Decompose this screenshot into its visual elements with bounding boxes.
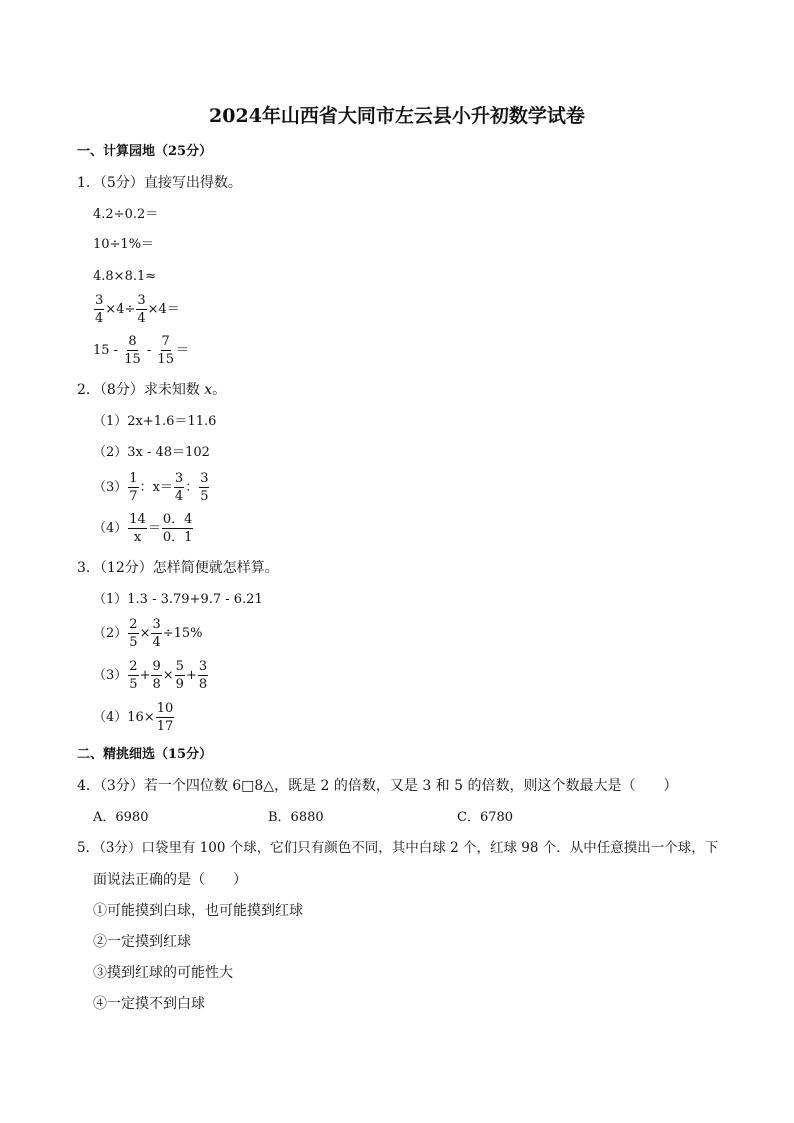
question-4-stem: 4．（3分）若一个四位数 6□8△，既是 2 的倍数，又是 3 和 5 的倍数，则这个数最大是（ ） (77, 778, 678, 794)
q3-part-1: （1）1.3 - 3.79+9.7 - 6.21 (93, 592, 263, 607)
q2-part-3: （3） $\frac{1}{7}$ ：x＝ $\frac{3}{4}$ ： $\frac{3}{5}$ (93, 471, 209, 504)
q1-expr-1: 4.2÷0.2＝ (93, 207, 159, 222)
question-3-stem: 3．（12分）怎样简便就怎样算。 (77, 560, 279, 576)
q4-option-c: C．6780 (457, 810, 514, 825)
fraction: $\frac{7}{15}$ (157, 334, 174, 367)
q5-option-2: ②一定摸到红球 (93, 934, 191, 950)
fraction: $\frac{3}{4}$ (137, 293, 146, 326)
fraction: $\frac{14}{x}$ (129, 512, 146, 545)
operator: ×4÷ (105, 302, 136, 317)
fraction: $\frac{3}{4}$ (152, 617, 161, 650)
question-2-stem: 2．（8分）求未知数 x。 (77, 382, 227, 398)
operator: ＝ (175, 343, 189, 358)
operator: - (142, 343, 156, 358)
q5-option-4: ④一定摸不到白球 (93, 996, 205, 1012)
fraction: $\frac{3}{4}$ (174, 471, 184, 504)
q2-part-1: （1）2x+1.6＝11.6 (93, 414, 217, 429)
q2-part-4: （4） $\frac{14}{x}$ ＝ $\frac{0.4}{0.1}$ (93, 512, 193, 545)
page-title: 2024年山西省大同市左云县小升初数学试卷 (209, 105, 585, 127)
q1-expr-2: 10÷1%＝ (93, 237, 155, 252)
fraction: $\frac{2}{5}$ (129, 617, 138, 650)
q5-option-3: ③摸到红球的可能性大 (93, 965, 233, 981)
q1-expr-5 (93, 335, 189, 366)
fraction: $\frac{3}{8}$ (198, 659, 208, 692)
fraction: $\frac{9}{8}$ (152, 659, 161, 692)
section-heading-1: 一、计算园地（25分） (77, 144, 213, 159)
q3-part-2: （2） $\frac{2}{5}$ × $\frac{3}{4}$ ÷15% (93, 617, 203, 650)
operand: 15 - (93, 343, 123, 358)
q5-option-1: ①可能摸到白球，也可能摸到红球 (93, 903, 303, 919)
fraction: $\frac{2}{5}$ (129, 659, 138, 692)
question-5-stem-line-1: 5．（3分）口袋里有 100 个球，它们只有颜色不同，其中白球 2 个，红球 98 个．从中任意摸出一个球，下 (77, 840, 719, 856)
fraction: $\frac{8}{15}$ (124, 334, 141, 367)
q4-option-a: A．6980 (93, 810, 149, 825)
section-heading-2: 二、精挑细选（15分） (77, 747, 213, 762)
q4-option-b: B．6880 (268, 810, 324, 825)
fraction: $\frac{5}{9}$ (175, 659, 184, 692)
q1-expr-4 (93, 294, 180, 325)
q1-expr-3: 4.8×8.1≈ (93, 269, 157, 284)
q2-part-2: （2）3x - 48＝102 (93, 445, 210, 460)
q3-part-3: （3） $\frac{2}{5}$ + $\frac{9}{8}$ × $\frac{5}{9}$ + $\frac{3}{8}$ (93, 659, 208, 692)
question-5-stem-line-2: 面说法正确的是（ ） (93, 872, 247, 888)
q3-part-4: （4） 16× $\frac{10}{17}$ (93, 701, 174, 734)
fraction: $\frac{3}{4}$ (95, 293, 104, 326)
fraction: $\frac{0.4}{0.1}$ (162, 512, 193, 545)
operator: ×4＝ (147, 302, 180, 317)
fraction: $\frac{10}{17}$ (156, 701, 174, 734)
fraction: $\frac{3}{5}$ (200, 471, 209, 504)
fraction: $\frac{1}{7}$ (129, 471, 138, 504)
question-1-stem: 1．（5分）直接写出得数。 (77, 175, 242, 191)
